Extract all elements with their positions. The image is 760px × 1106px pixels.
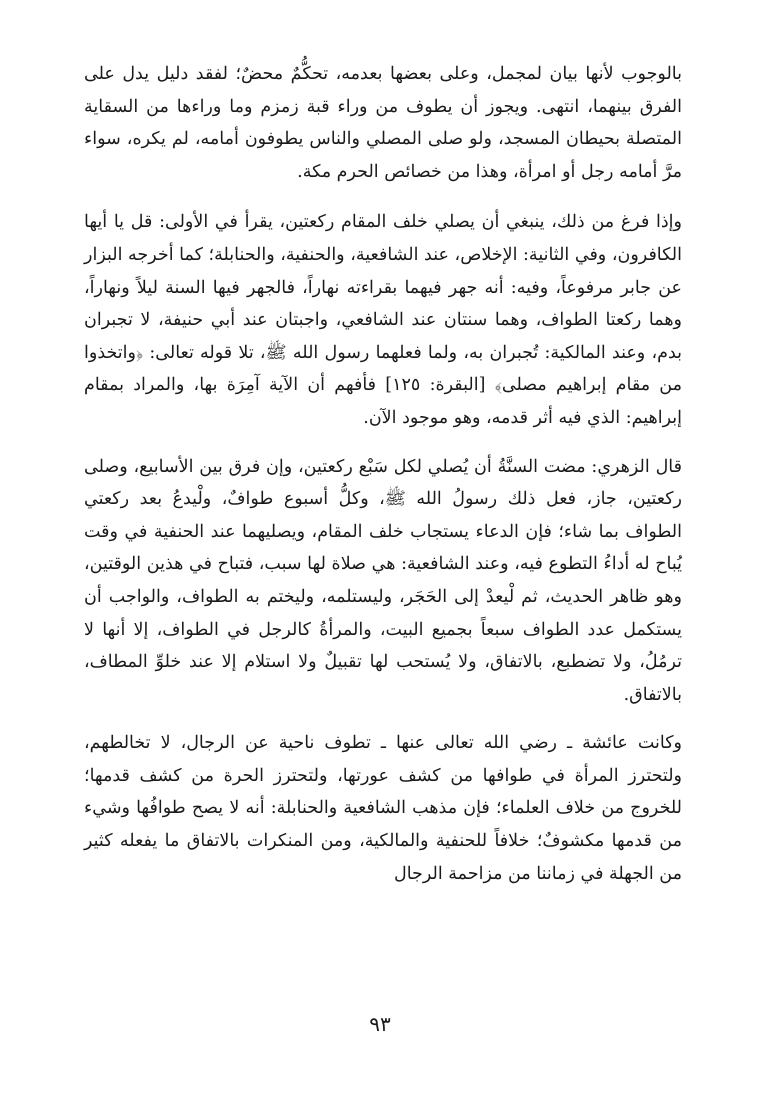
paragraph-4: وكانت عائشة ـ رضي الله تعالى عنها ـ تطوف ناحية عن الرجال، لا تخالطهم، ولتحترز المرأة في طوافها من كشف عورتها، ولتحترز الحرة من كشف قدمها؛ للخروج من خلاف العلماء؛ فإن مذهب الشافعية والحنابلة: أنه لا يصح طوافُها وشيء من قدمها مكشوفٌ؛ خلافاً للحنفية والمالكية، ومن المنكرات بالاتفاق ما يفعله كثير من الجهلة في زماننا من مزاحمة الرجال <box>84 733 682 884</box>
paragraph-3: قال الزهري: مضت السنَّةُ أن يُصلي لكل سَبْع ركعتين، وإن فرق بين الأسابيع، وصلى ركعتين، جاز، فعل ذلك رسولُ الله ﷺ، وكلُّ أسبوع طوافٌ، ولْيدعُ بعد ركعتي الطواف بما شاء؛ فإن الدعاء يستجاب خلف المقام، ويصليهما عند الحنفية في وقت يُباح له أداءُ التطوع فيه، وعند الشافعية: هي صلاة لها سبب، فتباح في هذين الوقتين، وهو ظاهر الحديث، ثم لْيعدْ إلى الحَجَر، وليستلمه، وليختم به الطواف، والواجب أن يستكمل عدد الطواف سبعاً بجميع البيت، والمرأةُ كالرجل في الطواف، إلا أنها لا ترمُلُ، ولا تضطبع، بالاتفاق، ولا يُستحب لها تقبيلٌ ولا استلام إلا عند خلوِّ المطاف، بالاتفاق. <box>84 456 682 705</box>
paragraph-2: وإذا فرغ من ذلك، ينبغي أن يصلي خلف المقام ركعتين، يقرأ في الأولى: قل يا أيها الكافرون، وفي الثانية: الإخلاص، عند الشافعية، والحنفية، والحنابلة؛ كما أخرجه البزار عن جابر مرفوعاً، وفيه: أنه جهر فيهما بقراءته نهاراً، فالجهر فيها السنة ليلاً ونهاراً، وهما ركعتا الطواف، وهما سنتان عند الشافعي، واجبتان عند أبي حنيفة، لا تجبران بدم، وعند المالكية: تُجبران به، ولما فعلهما رسول الله ﷺ، تلا قوله تعالى: ﴿واتخذوا من مقام إبراهيم مصلى﴾ [البقرة: ١٢٥] فأفهم أن الآية آمِرَة بها، والمراد بمقام إبراهيم: الذي فيه أثر قدمه، وهو موجود الآن. <box>84 212 682 428</box>
page-body <box>84 58 682 1058</box>
page-number: ٩٣ <box>369 1012 391 1036</box>
paragraph-1: بالوجوب لأنها بيان لمجمل، وعلى بعضها بعدمه، تحكُّمٌ محضٌ؛ لفقد دليل يدل على الفرق بينهما، انتهى. ويجوز أن يطوف من وراء قبة زمزم وما وراءها من السقاية المتصلة بحيطان المسجد، ولو صلى المصلي والناس يطوفون أمامه، لم يكره، سواء مرَّ أمامه رجل أو امرأة، وهذا من خصائص الحرم مكة. <box>84 64 682 182</box>
